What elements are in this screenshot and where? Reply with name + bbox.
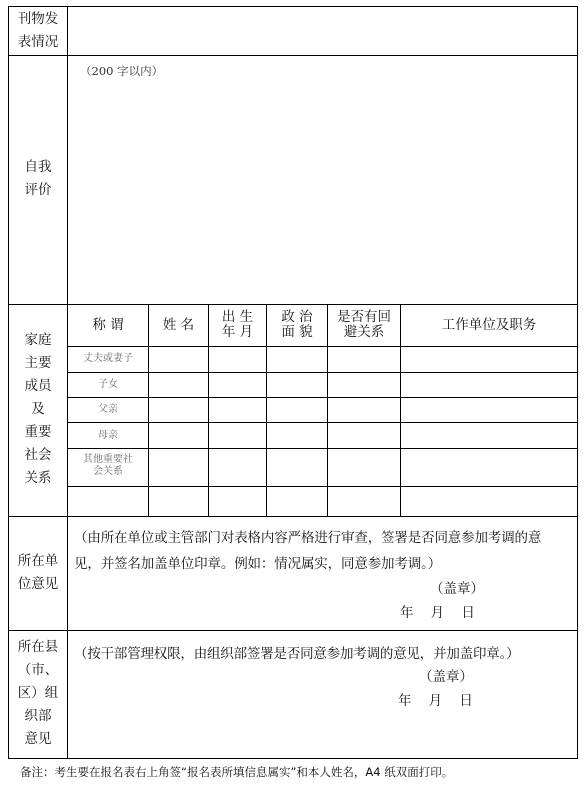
- header-birth: 出 生 年 月: [221, 309, 254, 340]
- county-seal: （盖章）: [419, 669, 473, 685]
- table-border-right: [577, 6, 578, 759]
- relation-children: 子女: [98, 379, 118, 390]
- county-date: 年 月 日: [398, 693, 473, 709]
- row-divider: [8, 516, 578, 517]
- header-name: 姓 名: [162, 317, 195, 333]
- row-divider: [68, 486, 578, 487]
- column-divider: [400, 304, 401, 516]
- header-politics: 政 治 面 貌: [281, 309, 313, 340]
- row-divider: [8, 304, 578, 305]
- header-employer: 工作单位及职务: [441, 317, 537, 333]
- header-avoidance: 是否有回 避关系: [337, 309, 391, 340]
- county-opinion-label: 所在县 （市、 区）组 织部 意见: [17, 639, 59, 747]
- row-divider: [8, 630, 578, 631]
- self-eval-field[interactable]: [68, 56, 577, 304]
- row-divider: [68, 397, 578, 398]
- publication-field[interactable]: [68, 7, 577, 55]
- unit-date: 年 月 日: [400, 605, 475, 621]
- footnote: 备注：考生要在报名表右上角签“报名表所填信息属实”和本人姓名，A4 纸双面打印。: [20, 765, 454, 779]
- relation-spouse: 丈夫或妻子: [83, 353, 133, 364]
- unit-opinion-label: 所在单 位意见: [17, 553, 59, 592]
- unit-opinion-line2: 见，并签名加盖单位印章。例如：情况属实，同意参加考调。）: [74, 556, 442, 572]
- unit-seal: （盖章）: [430, 581, 484, 597]
- family-label: 家庭 主要 成员 及 重要 社会 关系: [24, 332, 52, 486]
- unit-opinion-line1: （由所在单位或主管部门对表格内容严格进行审查，签署是否同意参加考调的意: [74, 530, 542, 546]
- row-divider: [68, 448, 578, 449]
- column-divider: [148, 304, 149, 516]
- relation-mother: 母亲: [98, 430, 118, 441]
- county-opinion-line1: （按干部管理权限，由组织部签署是否同意参加考调的意见，并加盖印章。）: [74, 646, 520, 662]
- self-eval-label: 自我 评价: [24, 159, 52, 198]
- relation-other: 其他重要社 会关系: [83, 454, 133, 477]
- publication-label: 刊物发 表情况: [17, 11, 59, 50]
- row-divider: [68, 346, 578, 347]
- row-divider: [68, 372, 578, 373]
- header-relation: 称 谓: [92, 317, 124, 333]
- relation-father: 父亲: [98, 404, 118, 415]
- row-divider: [68, 422, 578, 423]
- self-eval-hint: （200 字以内）: [80, 64, 164, 78]
- table-border-bottom: [8, 758, 578, 759]
